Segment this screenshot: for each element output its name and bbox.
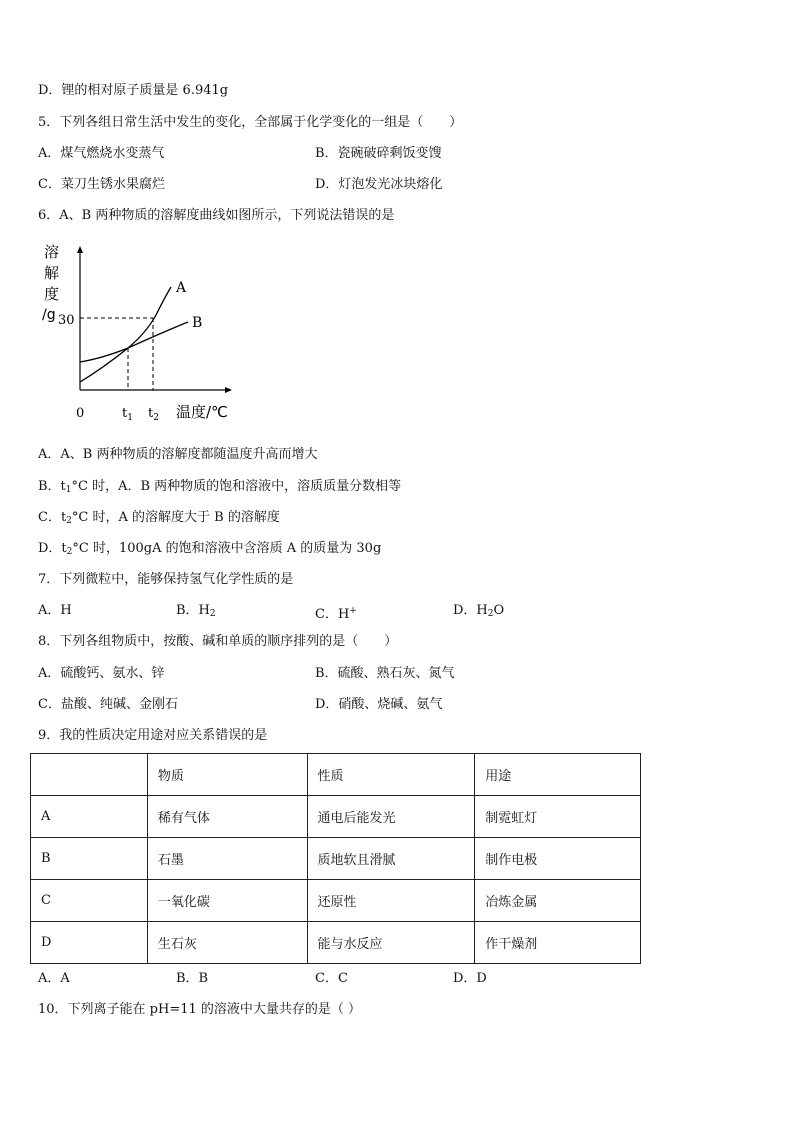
q5-option-c: C．菜刀生锈水果腐烂 <box>38 177 165 192</box>
q9-option-a: A．A <box>38 971 70 986</box>
q6-option-b: B．$t_1^\circ C$ 时，A．B 两种物质的饱和溶液中，溶质质量分数相等 <box>38 479 402 495</box>
table-cell: 能与水反应 <box>307 922 475 964</box>
q8-option-c: C．盐酸、纯碱、金刚石 <box>38 697 178 712</box>
q10-stem: 10．下列离子能在 pH=11 的溶液中大量共存的是（ ） <box>38 1002 362 1017</box>
q9-properties-table <box>30 753 641 964</box>
table-cell: 石墨 <box>147 838 307 880</box>
table-cell: A <box>31 796 148 838</box>
table-cell: 还原性 <box>307 880 475 922</box>
table-cell: 冶炼金属 <box>475 880 641 922</box>
graph-x-arrow <box>225 387 232 393</box>
table-header-cell: 用途 <box>475 754 641 796</box>
q9-option-b: B．B <box>176 971 209 986</box>
table-row <box>31 796 641 838</box>
table-cell: 稀有气体 <box>147 796 307 838</box>
q5-option-a: A．煤气燃烧水变蒸气 <box>38 146 165 161</box>
q5-option-d: D．灯泡发光冰块熔化 <box>315 177 443 192</box>
table-row <box>31 838 641 880</box>
graph-y-arrow <box>77 246 83 253</box>
q7-option-a: A．H <box>38 603 72 618</box>
q8-stem: 8．下列各组物质中，按酸、碱和单质的顺序排列的是（ ） <box>38 634 398 649</box>
graph-t2: $t_2$ <box>148 406 159 423</box>
table-row <box>31 922 641 964</box>
graph-origin: 0 <box>76 406 85 421</box>
q5-stem: 5．下列各组日常生活中发生的变化，全部属于化学变化的一组是（ ） <box>38 115 463 130</box>
table-cell: 通电后能发光 <box>307 796 475 838</box>
q7-stem: 7．下列微粒中，能够保持氢气化学性质的是 <box>38 572 294 587</box>
graph-label-a: A <box>176 280 187 296</box>
table-cell: C <box>31 880 148 922</box>
q6-stem: 6．A、B 两种物质的溶解度曲线如图所示，下列说法错误的是 <box>38 208 395 223</box>
q7-option-c: C．H+ <box>315 606 357 622</box>
table-header-row <box>31 754 641 796</box>
table-cell: 制霓虹灯 <box>475 796 641 838</box>
graph-xlabel: 温度/℃ <box>176 403 228 421</box>
table-cell: 一氧化碳 <box>147 880 307 922</box>
table-header-cell: 性质 <box>307 754 475 796</box>
table-cell: B <box>31 838 148 880</box>
graph-label-b: B <box>192 315 203 331</box>
graph-t1: $t_1$ <box>122 406 133 423</box>
q8-option-b: B．硫酸、熟石灰、氮气 <box>315 666 455 681</box>
q4-option-d: D．锂的相对原子质量是 6.941g <box>38 83 229 98</box>
table-header-cell <box>31 754 148 796</box>
graph-ylabel-3: 度 <box>44 285 60 303</box>
graph-y-tick-30: 30 <box>58 313 75 328</box>
table-cell: 质地软且滑腻 <box>307 838 475 880</box>
q6-option-a: A．A、B 两种物质的溶解度都随温度升高而增大 <box>38 447 318 462</box>
table-header-cell: 物质 <box>147 754 307 796</box>
graph-ylabel-4: /g <box>42 307 56 323</box>
q9-option-d: D．D <box>453 971 487 986</box>
q9-option-c: C．C <box>315 971 348 986</box>
table-cell: 制作电极 <box>475 838 641 880</box>
q6-option-d: D．$t_2^\circ C$ 时，100gA 的饱和溶液中含溶质 A 的质量为 30g <box>38 541 382 557</box>
table-row <box>31 880 641 922</box>
q8-option-a: A．硫酸钙、氨水、锌 <box>38 666 165 681</box>
q5-option-b: B．瓷碗破碎剩饭变馊 <box>315 146 442 161</box>
table-cell: 生石灰 <box>147 922 307 964</box>
graph-ylabel-1: 溶 <box>44 243 60 261</box>
solubility-graph <box>38 240 238 430</box>
graph-ylabel-2: 解 <box>44 264 60 282</box>
table-cell: D <box>31 922 148 964</box>
q8-option-d: D．硝酸、烧碱、氨气 <box>315 697 443 712</box>
table-cell: 作干燥剂 <box>475 922 641 964</box>
q7-option-d: D．$H_2O$ <box>453 603 505 619</box>
q7-option-b: B．$H_2$ <box>176 603 216 619</box>
q9-stem: 9．我的性质决定用途对应关系错误的是 <box>38 728 268 743</box>
q6-option-c: C．$t_2^\circ C$ 时，A 的溶解度大于 B 的溶解度 <box>38 510 280 526</box>
